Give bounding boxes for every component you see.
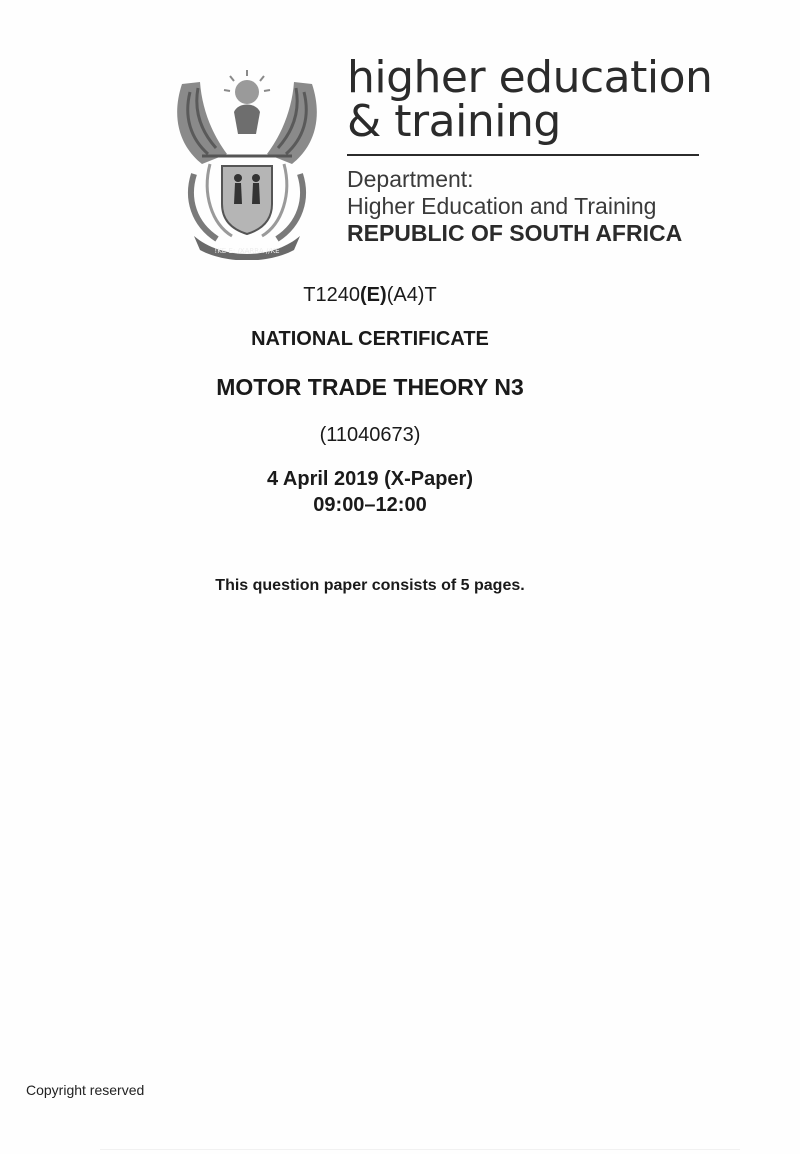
paper-code-language: (E): [360, 284, 387, 306]
coat-of-arms-icon: [172, 64, 322, 260]
certificate-title: NATIONAL CERTIFICATE: [251, 328, 489, 350]
exam-date: 4 April 2019 (X-Paper): [266, 468, 473, 490]
paper-code-prefix: T1240: [303, 284, 361, 306]
scan-edge-line: [100, 1149, 740, 1150]
country-name: REPUBLIC OF SOUTH AFRICA: [347, 220, 683, 246]
department-name: Higher Education and Training: [347, 193, 657, 219]
paper-code-suffix: (A4)T: [386, 284, 437, 306]
department-label: Department:: [347, 166, 474, 192]
subject-code: (11040673): [319, 424, 421, 446]
brand-title-line2: & training: [347, 96, 561, 147]
brand-divider: [347, 154, 699, 156]
subject-title: MOTOR TRADE THEORY N3: [216, 374, 524, 400]
exam-time: 09:00–12:00: [313, 494, 427, 516]
brand-title-line1: higher education: [347, 52, 713, 103]
page-count-note: This question paper consists of 5 pages.: [215, 577, 525, 594]
paper-code: [0, 284, 740, 307]
emblem-motto: !KE E: /XARRA //KE: [214, 247, 280, 255]
copyright-notice: Copyright reserved: [26, 1082, 145, 1098]
department-branding: [347, 52, 713, 247]
